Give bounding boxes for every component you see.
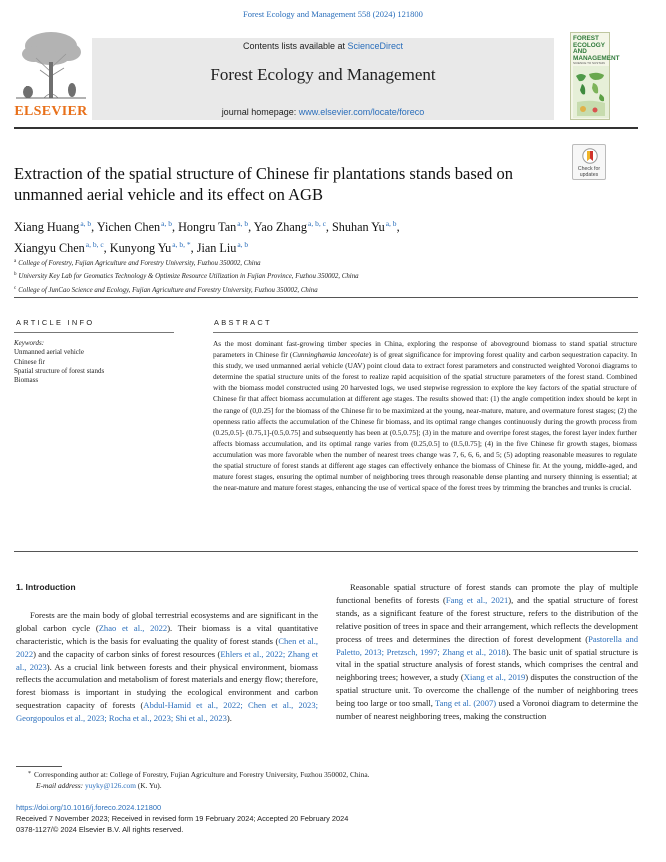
world-map-icon (573, 66, 609, 118)
text-run: ). As a crucial link between forests and their physical environment, biomass reflects the accumulation and metabolism of forest materials and energy flow; therefore, forest biomass is important in studying the ecological environment and carbon sequestration capacity of forests ( (16, 661, 318, 711)
affiliation (14, 256, 634, 269)
author-separator: , (103, 241, 110, 255)
abstract-rule (213, 332, 638, 333)
author-affiliation-marks[interactable]: a, b, c (308, 219, 326, 228)
intro-paragraph-1 (16, 609, 318, 725)
author[interactable] (110, 241, 191, 255)
email-line (16, 780, 636, 791)
text-run: ) and the capacity of carbon sinks of forest resources ( (33, 648, 221, 659)
author-separator: , (325, 220, 333, 234)
affiliation-mark: b (14, 272, 17, 278)
contents-line (92, 41, 554, 51)
journal-homepage-link[interactable]: www.elsevier.com/locate/foreco (298, 107, 425, 117)
article-title: Extraction of the spatial structure of Chinese fir plantations stands based on unmanned aerial vehicle and its effect on AGB (14, 164, 513, 204)
affiliation-text: College of Forestry, Fujian Agriculture and Forestry University, Fuzhou 350002, China (18, 260, 261, 267)
keyword: Unmanned aerial vehicle (14, 348, 84, 357)
elsevier-logo[interactable] (14, 28, 88, 122)
doi-link[interactable]: https://doi.org/10.1016/j.foreco.2024.121800 (16, 803, 162, 812)
author-name: Yao Zhang (253, 220, 307, 234)
affiliation (14, 269, 634, 282)
cover-subtitle: SCIENCE TO SUSTAIN (573, 61, 605, 65)
citation-link[interactable]: Abdul-Hamid et al., 2022; Chen et al., 2023; Georgopoulos et al., 2023; Rocha et al., 2023; Shi et al., 2023 (16, 700, 318, 724)
keyword: Chinese fir (14, 357, 45, 366)
journal-info-box (92, 38, 554, 120)
issn-copyright: 0378-1127/© 2024 Elsevier B.V. All rights reserved. (16, 825, 184, 835)
body-column-left (16, 581, 318, 725)
email-suffix: (K. Yu). (135, 781, 162, 790)
article-info-rule (14, 332, 174, 333)
abstract-text (213, 338, 637, 493)
author[interactable] (197, 241, 248, 255)
abstract-divider (14, 551, 638, 552)
article-info-label: ARTICLE INFO (16, 318, 95, 327)
author-name: Jian Liu (196, 241, 237, 255)
author-separator: , (190, 241, 197, 255)
text-run: used a Voronoi diagram to determine the number of nearest neighboring trees, making the construction (336, 698, 638, 722)
homepage-line (92, 107, 554, 117)
footnote-star: * (28, 771, 31, 777)
citation-link[interactable]: Ehlers et al., 2022; Zhang et al., 2023 (16, 648, 318, 672)
received-dates: Received 7 November 2023; Received in revised form 19 February 2024; Accepted 20 February 2024 (16, 814, 349, 824)
sciencedirect-link[interactable]: ScienceDirect (347, 41, 404, 51)
citation-link[interactable]: Fang et al., 2021 (445, 594, 509, 605)
body-column-right (336, 581, 638, 723)
author-name: Kunyong Yu (109, 241, 172, 255)
author-separator: , (248, 220, 254, 234)
affiliation-mark: a (14, 259, 17, 264)
species-name: Cunninghamia lanceolate (292, 350, 369, 360)
abstract-part-2: ) is of great significance for improving forest quality and carbon sequestration capacity. In this study, we used unmanned aerial vehicle (UAV) point cloud data to extract forest parameters and constructed weighted Voronoi diagrams to determine the spatial structure units of the forest to realize rapid acquisition of the spatial structure parameters of the forest stand. Combined with the biomass model constructed using 20 harvested logs, we used stepwise regression to explore the key factors of the spatial structure of Chinese fir that affect biomass accumulation at different age stages. The results showed that: (1) the angle competition index should be kept in the range of (0,0.25] for the biomass of the Chinese fir to be maximized at the young, near-mature, mature, and overmature forest stages; (2) the openness ratio affects the accumulation of the Chinese fir biomass, and its optimal range changes continuously during the growth process from (0.25,0.5]- (0.75,1]-(0.5,0.75] and subsequently has been at (0.5,0.75]; (3) in the mature and overripe forest stages, the forest layer index further affects biomass accumulation, and its optimal range varies from (0.25,0.5] to (0.5,0.75]; (4) in the five Chinese fir growth stages, biomass accumulation was more favorable when the number of nearest trees change was 7, 6, 6, 6, and 5; (5) adopting reasonable measures to regulate the spatial structure of forest stands at different age stages can effectively enhance the biomass of Chinese fir. At the young, middle-aged, and mature forest stages, ensuring the optimal number of neighboring trees through reasonable dense planting and nursery thinning is essential; at the near-mature and mature forest stages, enhancing the use of vertical space of the forest trees by trimming the branches and trunks is crucial. (213, 350, 637, 493)
abstract-label: ABSTRACT (214, 318, 272, 327)
author-list (14, 215, 634, 257)
citation-link[interactable]: Xiang et al., 2019 (463, 672, 526, 683)
author-separator: , (91, 220, 97, 234)
author-affiliation-marks[interactable]: a, b (80, 219, 92, 228)
text-run: Forests are the main body of global terrestrial ecosystems and are significant in the global carbon cycle ( (16, 609, 318, 633)
affiliation-text: College of JunCao Science and Ecology, Fujian Agriculture and Forestry University, Fuzhou 350002, China (18, 286, 318, 294)
author-name: Xiang Huang (14, 220, 80, 234)
keywords-heading: Keywords: (14, 339, 45, 347)
author-affiliation-marks[interactable]: a, b (385, 219, 397, 228)
author[interactable] (97, 220, 172, 234)
author-name: Hongru Tan (178, 220, 237, 234)
affiliation (14, 283, 634, 296)
footnote-rule (16, 766, 62, 767)
citation-link[interactable]: Tang et al. (2007) (435, 698, 497, 709)
author-separator: , (396, 220, 400, 234)
author[interactable] (254, 220, 326, 234)
citation-link[interactable]: Forest Ecology and Management 558 (2024) 121800 (243, 9, 423, 19)
crossmark-icon (582, 148, 598, 165)
check-for-updates-label (573, 166, 605, 178)
citation-link[interactable]: Chen et al., 2022 (16, 635, 318, 659)
journal-header (14, 28, 644, 124)
email-label: E-mail address: (36, 781, 85, 790)
author-affiliation-marks[interactable]: a, b, c (85, 240, 104, 249)
author-name: Shuhan Yu (332, 220, 385, 234)
check-line-1: Check for (577, 166, 601, 172)
author-name: Xiangyu Chen (14, 241, 85, 255)
elsevier-tree-icon (14, 28, 88, 102)
intro-paragraph-2 (336, 581, 638, 723)
journal-cover-thumbnail[interactable] (570, 32, 620, 120)
keyword: Biomass (14, 376, 39, 385)
homepage-prefix: journal homepage: (221, 107, 299, 117)
author-affiliation-marks[interactable]: a, b (237, 240, 249, 249)
affiliation-list (14, 256, 634, 296)
text-run: ) disputes the construction of the spatial structure unit. To overcome the challenge of the number of neighboring trees being too large or too small, (336, 672, 638, 709)
author[interactable] (14, 241, 104, 255)
citation-link[interactable]: Pastorella and Paletto, 2013; Pretzsch, 1997; Zhang et al., 2018 (336, 633, 639, 657)
author[interactable] (178, 220, 248, 234)
author-affiliation-marks[interactable]: a, b (161, 219, 172, 228)
text-run: ), and the spatial structure of forest stands, as a significant feature of the forest structure, refers to the distribution of the relative position of trees in space and their arrangement, which reflects the development process of trees and determines the direction of forest development ( (336, 594, 638, 644)
affiliation-mark: c (14, 285, 17, 291)
author-affiliation-marks[interactable]: a, b, * (172, 240, 191, 249)
citation-link[interactable]: Zhao et al., 2022 (98, 622, 168, 633)
author-separator: , (171, 220, 179, 234)
journal-title: Forest Ecology and Management (210, 65, 436, 84)
publication-metadata (16, 802, 636, 836)
check-line-2: updates (579, 172, 599, 178)
corresponding-line (16, 769, 636, 780)
author-affiliation-marks[interactable]: a, b (237, 219, 249, 228)
author[interactable] (14, 220, 91, 234)
corresponding-author-note (16, 769, 636, 791)
email-link[interactable]: yuyky@126.com (85, 781, 136, 790)
cover-title: FOREST ECOLOGY AND MANAGEMENT (573, 35, 620, 62)
affiliation-divider (14, 297, 638, 298)
contents-prefix: Contents lists available at (242, 41, 348, 51)
section-heading-introduction: 1. Introduction (16, 582, 76, 592)
keywords-block (14, 339, 174, 385)
corresponding-text: Corresponding author at: College of Forestry, Fujian Agriculture and Forestry University, Fuzhou 350002, China. (34, 770, 370, 779)
publisher-name: ELSEVIER (14, 104, 88, 119)
text-run: ). The basic unit of spatial structure is vital in the spatial structure analysis of forest stands, which comprises the central and neighboring trees; however, a study ( (336, 646, 638, 683)
author-name: Yichen Chen (96, 220, 161, 234)
header-divider (14, 127, 638, 129)
text-run: Reasonable spatial structure of forest stands can promote the play of multiple functional benefits of forests ( (336, 582, 638, 605)
text-run: ). Their biomass is a vital quantitative characteristic, which is the basis for evaluating the quality of forest stands ( (16, 622, 318, 646)
abstract-part-1: As the most dominant fast-growing timber species in China, exploring the response of aboveground biomass to stand spatial structure parameters in Chinese fir ( (213, 339, 637, 360)
author[interactable] (332, 220, 397, 234)
text-run: ). (226, 713, 232, 724)
keyword: Spatial structure of forest stands (14, 366, 105, 375)
check-for-updates-badge[interactable] (572, 144, 606, 180)
affiliation-text: University Key Lab for Geomatics Technology & Optimize Resource Utilization in Fujian Province, Fuzhou 350002, China (18, 273, 359, 281)
